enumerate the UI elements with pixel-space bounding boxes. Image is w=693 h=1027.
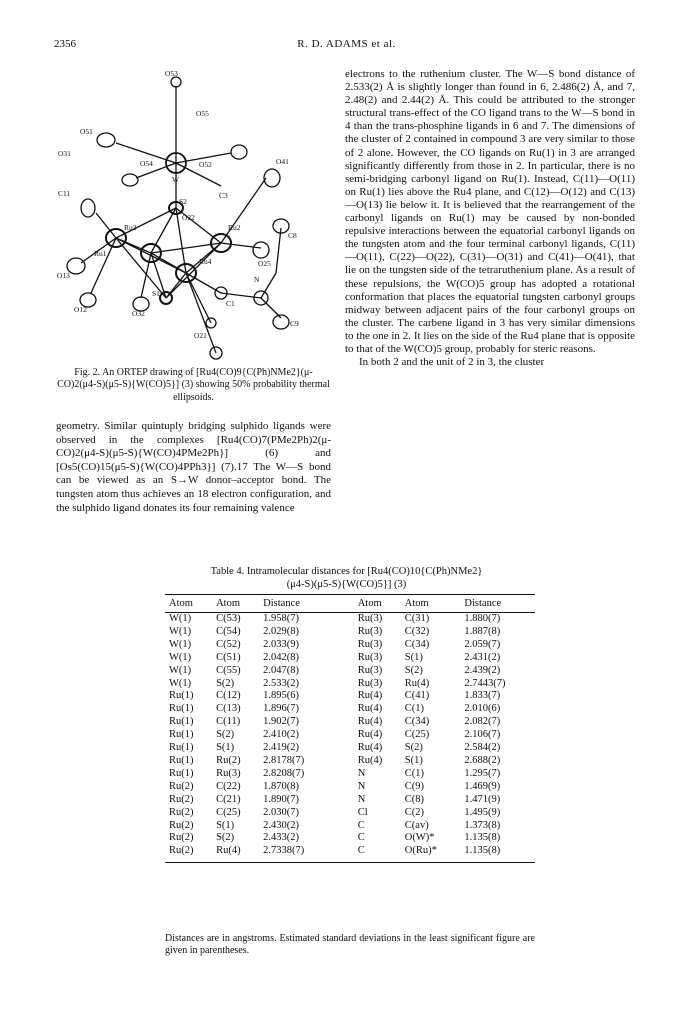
- table-cell: C(52): [216, 638, 241, 650]
- table-cell: S(2): [216, 677, 235, 689]
- table-cell: 1.471(9): [464, 793, 501, 805]
- column-header: Atom: [401, 595, 461, 613]
- table-cell: 2.410(2): [263, 729, 300, 741]
- table-cell: Ru(2): [169, 819, 194, 831]
- atom-label: Ru3: [124, 223, 137, 232]
- table-cell: 2.029(8): [263, 625, 300, 637]
- table-row: [165, 807, 535, 820]
- table-cell: S(2): [216, 832, 235, 844]
- table-cell: W(1): [169, 625, 192, 637]
- table-cell: Ru(2): [169, 832, 194, 844]
- table-footnote: Distances are in angstroms. Estimated standard deviations in the least significant figure are given in parentheses.: [165, 933, 535, 957]
- table-cell: 1.887(8): [464, 625, 501, 637]
- table-cell: 2.433(2): [263, 832, 300, 844]
- atom-label: O13: [57, 271, 70, 280]
- column-header: Distance: [460, 595, 535, 613]
- table-cell: Ru(1): [169, 729, 194, 741]
- table-cell: C(55): [216, 664, 241, 676]
- table-cell: Ru(3): [357, 613, 383, 624]
- table-cell: S(2): [404, 742, 423, 754]
- column-header: Distance: [259, 595, 334, 613]
- table-cell: 2.042(8): [263, 651, 300, 663]
- atom-label: C11: [58, 189, 71, 198]
- table-cell: W(1): [169, 664, 192, 676]
- table-cell: C(25): [404, 729, 430, 741]
- atom-label: O54: [140, 159, 153, 168]
- table-cell: 2.082(7): [464, 716, 501, 728]
- table-cell: Ru(2): [169, 845, 194, 857]
- table-cell: 2.419(2): [263, 742, 300, 754]
- table-cell: Ru(2): [169, 806, 194, 818]
- table-cell: C: [357, 845, 365, 857]
- table-row: [165, 716, 535, 729]
- table-cell: 2.059(7): [464, 638, 501, 650]
- atom-label: O53: [165, 69, 178, 78]
- table-cell: C(31): [404, 613, 430, 624]
- page-number: 2356: [54, 38, 76, 50]
- table-row: [165, 794, 535, 807]
- atom-label: O31: [58, 149, 71, 158]
- table-row: [165, 613, 535, 626]
- table-row: [165, 665, 535, 678]
- table-cell: S(2): [216, 729, 235, 741]
- table-cell: C: [357, 832, 365, 844]
- table-cell: C(1): [404, 703, 425, 715]
- table-cell: O(Ru)*: [404, 845, 437, 857]
- atom-label: O12: [74, 305, 87, 314]
- table-cell: W(1): [169, 677, 192, 689]
- table-cell: Ru(4): [357, 703, 383, 715]
- atom-label: C1: [226, 299, 235, 308]
- table-cell: N: [357, 767, 366, 779]
- table-cell: 2.533(2): [263, 677, 300, 689]
- table-cell: Ru(1): [169, 716, 194, 728]
- table-title-line1: Table 4. Intramolecular distances for [Ru4(CO)10{C(Ph)NMe2}: [210, 566, 483, 577]
- table-cell: S(1): [216, 742, 235, 754]
- table-cell: C(32): [404, 625, 430, 637]
- table-row: [165, 690, 535, 703]
- column-header: Atom: [354, 595, 401, 613]
- table-cell: Cl: [357, 806, 368, 818]
- table-cell: Ru(1): [169, 690, 194, 702]
- atom-label: O32: [132, 309, 145, 318]
- atom-label: Ru2: [228, 223, 241, 232]
- atom-label: C9: [290, 319, 299, 328]
- table-cell: O(W)*: [404, 832, 435, 844]
- table-cell: C(53): [216, 613, 241, 624]
- atom-label: C3: [219, 191, 228, 200]
- table-row: [165, 639, 535, 652]
- table-cell: Ru(1): [169, 742, 194, 754]
- table-cell: C(9): [404, 780, 425, 792]
- table-cell: 1.870(8): [263, 780, 300, 792]
- table-cell: 1.902(7): [263, 716, 300, 728]
- table-cell: 2.010(6): [464, 703, 501, 715]
- distances-table: [165, 594, 535, 863]
- table-cell: 2.030(7): [263, 806, 300, 818]
- column-header: Atom: [212, 595, 259, 613]
- table-cell: Ru(4): [357, 690, 383, 702]
- table-row: [165, 768, 535, 781]
- atom-label: S2: [179, 197, 187, 206]
- table-cell: S(1): [216, 819, 235, 831]
- table-cell: Ru(4): [357, 729, 383, 741]
- figure-caption: Fig. 2. An ORTEP drawing of [Ru4(CO)9{C(Ph)NMe2}(μ-CO)2(μ4-S)(μ5-S){W(CO)5}] (3) showing 50% probability thermal ellipsoids.: [57, 367, 330, 403]
- table-cell: C(34): [404, 638, 430, 650]
- table-cell: Ru(3): [357, 677, 383, 689]
- table-cell: Ru(4): [216, 845, 241, 857]
- table-cell: 2.047(8): [263, 664, 300, 676]
- table-row: [165, 729, 535, 742]
- table-row: [165, 820, 535, 833]
- table-title-line2: (μ4-S)(μ5-S){W(CO)5}] (3): [286, 578, 407, 590]
- table-cell: 1.373(8): [464, 819, 501, 831]
- table-cell: C(41): [404, 690, 430, 702]
- table-cell: 1.135(8): [464, 845, 501, 857]
- table-cell: 2.8178(7): [263, 754, 305, 766]
- table-cell: W(1): [169, 651, 192, 663]
- table-cell: Ru(3): [357, 625, 383, 637]
- table-cell: S(2): [404, 664, 423, 676]
- table-row: [165, 742, 535, 755]
- table-cell: Ru(4): [357, 716, 383, 728]
- table-cell: Ru(4): [357, 754, 383, 766]
- table-cell: C(51): [216, 651, 241, 663]
- table-cell: C: [357, 819, 365, 831]
- table-cell: 2.7443(7): [464, 677, 506, 689]
- table-cell: 1.880(7): [464, 613, 501, 624]
- table-row: [165, 781, 535, 794]
- table-cell: C(34): [404, 716, 430, 728]
- table-cell: Ru(2): [216, 754, 241, 766]
- atom-label: O52: [199, 160, 212, 169]
- table-cell: Ru(4): [357, 742, 383, 754]
- right-column-last-line: In both 2 and the unit of 2 in 3, the cluster: [359, 356, 545, 369]
- table-cell: Ru(3): [357, 651, 383, 663]
- table-cell: W(1): [169, 613, 192, 624]
- table-cell: 2.033(9): [263, 638, 300, 650]
- table-cell: Ru(2): [169, 793, 194, 805]
- table-header-row: [165, 595, 535, 613]
- atom-label: N: [254, 275, 260, 284]
- table-cell: C(11): [216, 716, 241, 728]
- table-cell: 1.495(9): [464, 806, 501, 818]
- table-cell: Ru(4): [404, 677, 430, 689]
- table-cell: S(1): [404, 651, 423, 663]
- table-cell: 2.8208(7): [263, 767, 305, 779]
- table-cell: Ru(1): [169, 754, 194, 766]
- table-cell: C(54): [216, 625, 241, 637]
- atom-label: O55: [196, 109, 209, 118]
- table-cell: C(av): [404, 819, 429, 831]
- atom-label: Ru1: [94, 249, 107, 258]
- table-row: [165, 626, 535, 639]
- table-row: [165, 845, 535, 862]
- table-row: [165, 703, 535, 716]
- atom-label: O25: [258, 259, 271, 268]
- table-cell: 1.469(9): [464, 780, 501, 792]
- atom-label: C8: [288, 231, 297, 240]
- table-cell: N: [357, 793, 366, 805]
- table-cell: 2.431(2): [464, 651, 501, 663]
- table-cell: 1.895(6): [263, 690, 300, 702]
- table-cell: N: [357, 780, 366, 792]
- atom-label: O21: [194, 331, 207, 340]
- column-header: Atom: [165, 595, 212, 613]
- table-cell: Ru(2): [169, 780, 194, 792]
- right-column-paragraph: electrons to the ruthenium cluster. The W—S bond distance of 2.533(2) Å is slightly longer than found in 6, 2.486(2) Å, and 7, 2.48(2) and 2.44(2) Å. This could be attributed to the stronger structural trans-effect of the CO ligand trans to the W—S bond in 4 than the trans-phosphine ligands in 6 and 7. The dimensions of the cluster of 2 contained in compound 3 are very similar to those of 2 alone. However, the CO ligands on Ru(1) in 3 are arranged significantly differently from those in 2. In particular, there is no semi-bridging carbonyl ligand on Ru(1). Instead, C(11)—O(11) on Ru(1) lies above the Ru4 plane, and C(12)—O(12) and C(13)—O(13) lie below it. It is believed that the rearrangement of the carbonyl ligands on Ru(1) may be caused by non-bonded repulsive interactions between the equatorial carbonyl ligands on the tungsten atom and the four terminal carbonyl ligands, C(11)—O(11), C(22)—O(22), C(31)—O(31) and C(41)—O(41), that lie on the tungsten side of the tetraruthenium plane. As a result of these repulsions, the W(CO)5 group has adopted a rotational conformation that places the equatorial tungsten carbonyl groups midway between adjacent pairs of the four carbonyl groups on the cluster. The carbene ligand in 3 has very similar dimensions to the one in 2. It lies on the side of the Ru4 plane that is opposite to that of the W(CO)5 group, probably for steric reasons.: [345, 68, 635, 355]
- table-cell: C(13): [216, 703, 241, 715]
- table-cell: Ru(1): [169, 703, 194, 715]
- table-cell: C(21): [216, 793, 241, 805]
- atom-label: O22: [182, 213, 195, 222]
- left-column-text: geometry. Similar quintuply bridging sulphido ligands were observed in the complexes [Ru4(CO)7(PMe2Ph)2(μ-CO)2(μ4-S)(μ5-S){W(CO)4PMe2Ph}] (6) and [Os5(CO)15(μ5-S){W(CO)4PPh3}] (7).17 The W—S bond can be viewed as an S→W donor–acceptor bond. The tungsten atom thus achieves an 18 electron configuration, and the sulphido ligand donates its four remaining valence: [56, 420, 331, 514]
- table-cell: 1.833(7): [464, 690, 501, 702]
- table-cell: 1.896(7): [263, 703, 300, 715]
- table-cell: Ru(3): [357, 638, 383, 650]
- table-row: [165, 832, 535, 845]
- table-cell: 2.688(2): [464, 754, 501, 766]
- table-cell: Ru(1): [169, 767, 194, 779]
- atom-label: O51: [80, 127, 93, 136]
- atom-label: O41: [276, 157, 289, 166]
- table-cell: C(1): [404, 767, 425, 779]
- table-title: [0, 566, 693, 591]
- table-cell: 2.7338(7): [263, 845, 305, 857]
- table-cell: C(25): [216, 806, 241, 818]
- right-column-text: [345, 68, 635, 369]
- table-cell: 2.584(2): [464, 742, 501, 754]
- table-cell: C(12): [216, 690, 241, 702]
- table-cell: 2.430(2): [263, 819, 300, 831]
- atom-label: W: [172, 175, 180, 184]
- ortep-figure: [56, 68, 324, 363]
- atom-label: S1: [152, 289, 160, 298]
- table-cell: 1.295(7): [464, 767, 501, 779]
- table-row: [165, 678, 535, 691]
- table-cell: 2.439(2): [464, 664, 501, 676]
- table-cell: 1.135(8): [464, 832, 501, 844]
- table-cell: C(2): [404, 806, 425, 818]
- table-cell: Ru(3): [216, 767, 241, 779]
- table-cell: 1.958(7): [263, 613, 300, 624]
- table-cell: 1.890(7): [263, 793, 300, 805]
- table-cell: Ru(3): [357, 664, 383, 676]
- table-row: [165, 652, 535, 665]
- table-cell: C(8): [404, 793, 425, 805]
- running-title: R. D. ADAMS et al.: [297, 38, 396, 50]
- table-cell: 2.106(7): [464, 729, 501, 741]
- table-cell: W(1): [169, 638, 192, 650]
- atom-label: Ru4: [199, 257, 212, 266]
- table-cell: S(1): [404, 754, 423, 766]
- table-cell: C(22): [216, 780, 241, 792]
- table-row: [165, 755, 535, 768]
